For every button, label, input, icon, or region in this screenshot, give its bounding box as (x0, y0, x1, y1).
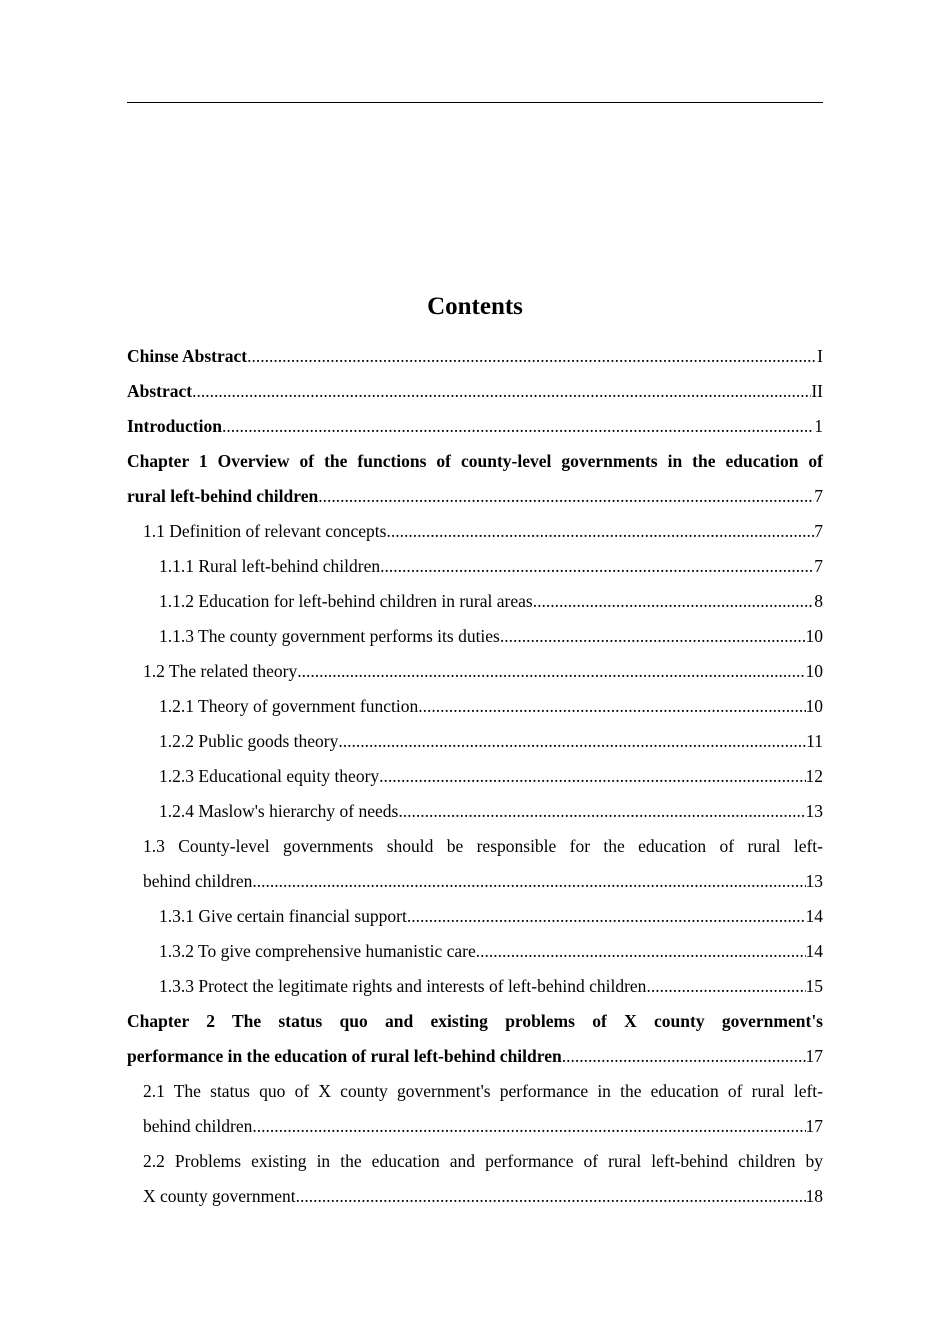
toc-page-number: 15 (805, 976, 823, 996)
toc-label-line: Chapter 2 The status quo and existing problems of X county government's (127, 1011, 823, 1031)
toc-leader (562, 1039, 806, 1074)
page-title: Contents (427, 293, 523, 320)
toc-page-number: I (817, 346, 823, 366)
toc-label: Introduction (127, 416, 222, 436)
toc-leader (476, 934, 806, 969)
toc-label: 1.2.1 Theory of government function (159, 696, 419, 716)
toc-label: 1.2.4 Maslow's hierarchy of needs (159, 801, 399, 821)
toc-label: rural left-behind children (127, 486, 319, 506)
toc-label: Chinse Abstract (127, 346, 248, 366)
toc-page-number: 8 (814, 591, 823, 611)
toc-entry-1-2-3[interactable] (127, 759, 823, 794)
toc-label: 1.1.3 The county government performs its duties (159, 626, 500, 646)
toc-page-number: 7 (814, 521, 823, 541)
toc-leader (252, 864, 805, 899)
toc-label-line: Chapter 1 Overview of the functions of county-level governments in the education of (127, 451, 823, 471)
toc-entry-1-1-3[interactable] (127, 619, 823, 654)
toc-entry-1-3-2[interactable] (127, 934, 823, 969)
toc-entry-chinese-abstract[interactable] (127, 339, 823, 374)
toc-leader (222, 409, 814, 444)
toc-page-number: 11 (806, 731, 823, 751)
toc-label: 1.2 The related theory (143, 661, 298, 681)
toc-leader (646, 969, 805, 1004)
toc-label: 1.1.1 Rural left-behind children (159, 556, 381, 576)
header-rule (127, 102, 823, 103)
toc-entry-1-2[interactable] (127, 654, 823, 689)
toc-label: 1.3.3 Protect the legitimate rights and interests of left-behind children (159, 976, 647, 996)
toc-entry-1-3-1[interactable] (127, 899, 823, 934)
toc-leader (247, 339, 817, 374)
toc-label-line: 2.1 The status quo of X county government's performance in the education of rural left- (143, 1081, 823, 1101)
toc-entry-1-2-2[interactable] (127, 724, 823, 759)
toc-page-number: 18 (805, 1186, 823, 1206)
table-of-contents (127, 339, 823, 1214)
toc-entry-1-3-3[interactable] (127, 969, 823, 1004)
toc-label: behind children (143, 871, 253, 891)
toc-leader (386, 514, 814, 549)
toc-entry-chapter-2[interactable] (127, 1004, 823, 1074)
toc-label: performance in the education of rural left-behind children (127, 1046, 562, 1066)
toc-page-number: 14 (805, 906, 823, 926)
toc-entry-1-1-1[interactable] (127, 549, 823, 584)
toc-page-number: 14 (805, 941, 823, 961)
toc-label: 1.3.1 Give certain financial support (159, 906, 407, 926)
toc-entry-1-2-1[interactable] (127, 689, 823, 724)
toc-leader (297, 654, 805, 689)
toc-page-number: 10 (805, 626, 823, 646)
toc-leader (533, 584, 815, 619)
toc-page-number: 7 (814, 486, 823, 506)
toc-leader (398, 794, 805, 829)
toc-label: Abstract (127, 381, 193, 401)
toc-page-number: 13 (805, 871, 823, 891)
toc-leader (252, 1109, 805, 1144)
toc-label: 1.2.3 Educational equity theory (159, 766, 380, 786)
toc-leader (296, 1179, 806, 1214)
toc-entry-introduction[interactable] (127, 409, 823, 444)
toc-page-number: 17 (805, 1046, 823, 1066)
toc-label: 1.1.2 Education for left-behind children in rural areas (159, 591, 533, 611)
toc-label-line: 2.2 Problems existing in the education and performance of rural left-behind children by (143, 1151, 823, 1171)
toc-page-number: 7 (814, 556, 823, 576)
toc-label: 1.1 Definition of relevant concepts (143, 521, 387, 541)
toc-label: 1.2.2 Public goods theory (159, 731, 339, 751)
toc-page-number: 17 (805, 1116, 823, 1136)
toc-leader (500, 619, 806, 654)
toc-entry-1-3[interactable] (127, 829, 823, 899)
toc-entry-2-1[interactable] (127, 1074, 823, 1144)
toc-leader (338, 724, 806, 759)
toc-page-number: 13 (805, 801, 823, 821)
toc-label: behind children (143, 1116, 253, 1136)
toc-entry-1-1-2[interactable] (127, 584, 823, 619)
toc-page-number: 10 (805, 696, 823, 716)
toc-entry-1-1[interactable] (127, 514, 823, 549)
toc-entry-1-2-4[interactable] (127, 794, 823, 829)
toc-leader (407, 899, 806, 934)
toc-leader (379, 759, 805, 794)
toc-entry-2-2[interactable] (127, 1144, 823, 1214)
toc-page-number: 1 (814, 416, 823, 436)
toc-label: X county government (143, 1186, 296, 1206)
toc-leader (192, 374, 811, 409)
toc-leader (318, 479, 814, 514)
toc-entry-abstract[interactable] (127, 374, 823, 409)
toc-entry-chapter-1[interactable] (127, 444, 823, 514)
toc-label: 1.3.2 To give comprehensive humanistic care (159, 941, 476, 961)
toc-page-number: 12 (805, 766, 823, 786)
toc-leader (418, 689, 805, 724)
toc-page-number: II (811, 381, 823, 401)
toc-leader (380, 549, 814, 584)
toc-page-number: 10 (805, 661, 823, 681)
toc-label-line: 1.3 County-level governments should be responsible for the education of rural left- (143, 836, 823, 856)
